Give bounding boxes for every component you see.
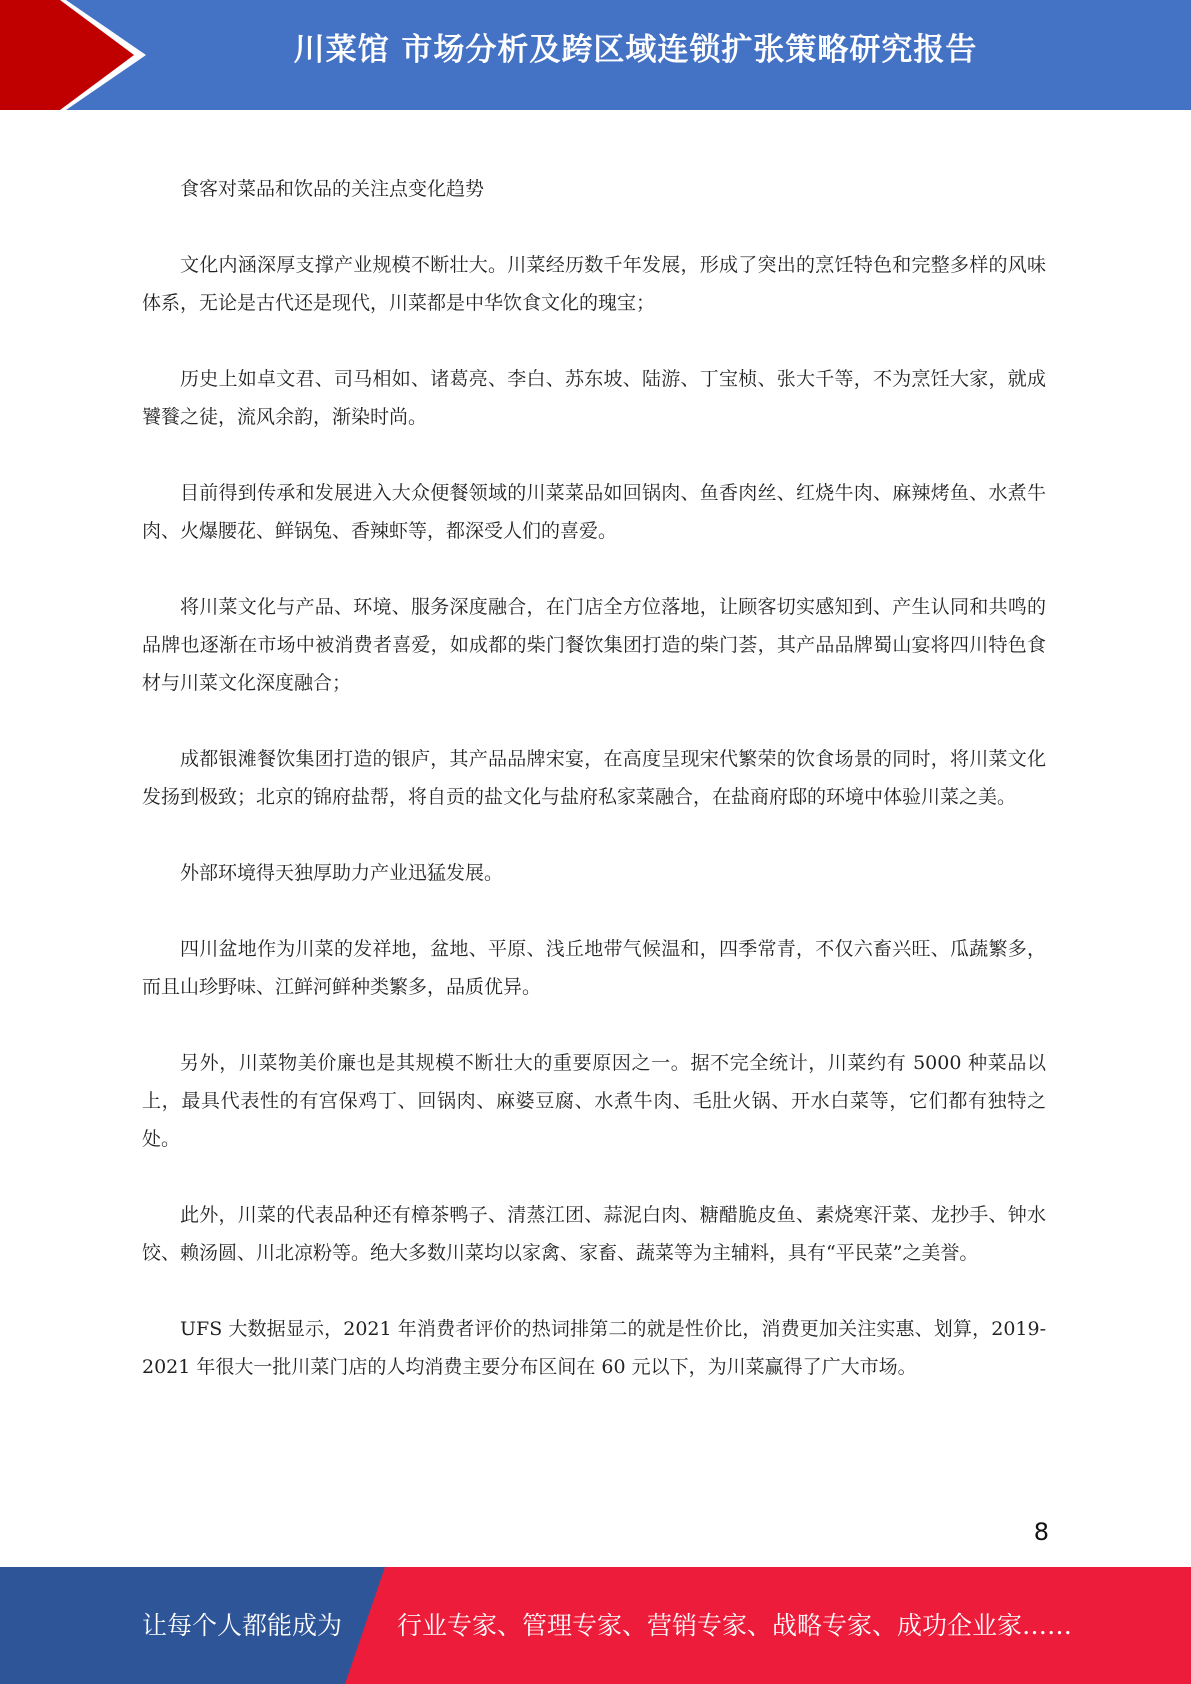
footer-slogan-right: 行业专家、管理专家、营销专家、战略专家、成功企业家……	[397, 1611, 1073, 1640]
header-bar	[0, 0, 1191, 110]
paragraph: UFS 大数据显示，2021 年消费者评价的热词排第二的就是性价比，消费更加关注实惠、划算，2019-2021 年很大一批川菜门店的人均消费主要分布区间在 60 元以下，为川菜赢得了广大市场。	[142, 1318, 1046, 1378]
paragraph: 此外，川菜的代表品种还有樟茶鸭子、清蒸江团、蒜泥白肉、糖醋脆皮鱼、素烧寒汗菜、龙抄手、钟水饺、赖汤圆、川北凉粉等。绝大多数川菜均以家禽、家畜、蔬菜等为主辅料，具有“平民菜”之美誉。	[142, 1204, 1046, 1264]
page-number: 8	[1033, 1518, 1049, 1546]
paragraph: 另外，川菜物美价廉也是其规模不断壮大的重要原因之一。据不完全统计，川菜约有 5000 种菜品以上，最具代表性的有宫保鸡丁、回锅肉、麻婆豆腐、水煮牛肉、毛肚火锅、开水白菜等，它们都有独特之处。	[142, 1052, 1046, 1150]
paragraph: 历史上如卓文君、司马相如、诸葛亮、李白、苏东坡、陆游、丁宝桢、张大千等，不为烹饪大家，就成饕餮之徒，流风余韵，渐染时尚。	[142, 368, 1046, 428]
paragraph: 外部环境得天独厚助力产业迅猛发展。	[180, 862, 504, 884]
section-heading: 食客对菜品和饮品的关注点变化趋势	[180, 178, 485, 200]
paragraph: 文化内涵深厚支撑产业规模不断壮大。川菜经历数千年发展，形成了突出的烹饪特色和完整多样的风味体系，无论是古代还是现代，川菜都是中华饮食文化的瑰宝；	[142, 254, 1046, 314]
report-body	[142, 170, 1046, 1424]
paragraph: 将川菜文化与产品、环境、服务深度融合，在门店全方位落地，让顾客切实感知到、产生认同和共鸣的品牌也逐渐在市场中被消费者喜爱，如成都的柴门餐饮集团打造的柴门荟，其产品品牌蜀山宴将四川特色食材与川菜文化深度融合；	[142, 596, 1046, 694]
paragraph: 四川盆地作为川菜的发祥地，盆地、平原、浅丘地带气候温和，四季常青，不仅六畜兴旺、瓜蔬繁多，而且山珍野味、江鲜河鲜种类繁多，品质优异。	[142, 938, 1046, 998]
footer-banner	[0, 1567, 1191, 1684]
paragraph: 成都银滩餐饮集团打造的银庐，其产品品牌宋宴，在高度呈现宋代繁荣的饮食场景的同时，将川菜文化发扬到极致；北京的锦府盐帮，将自贡的盐文化与盐府私家菜融合，在盐商府邸的环境中体验川菜之美。	[142, 748, 1046, 808]
header-arrow-decoration	[0, 0, 160, 110]
report-title: 川菜馆 市场分析及跨区域连锁扩张策略研究报告	[293, 32, 978, 68]
paragraph: 目前得到传承和发展进入大众便餐领域的川菜菜品如回锅肉、鱼香肉丝、红烧牛肉、麻辣烤鱼、水煮牛肉、火爆腰花、鲜锅兔、香辣虾等，都深受人们的喜爱。	[142, 482, 1046, 542]
footer-slogan-left: 让每个人都能成为	[142, 1611, 343, 1640]
